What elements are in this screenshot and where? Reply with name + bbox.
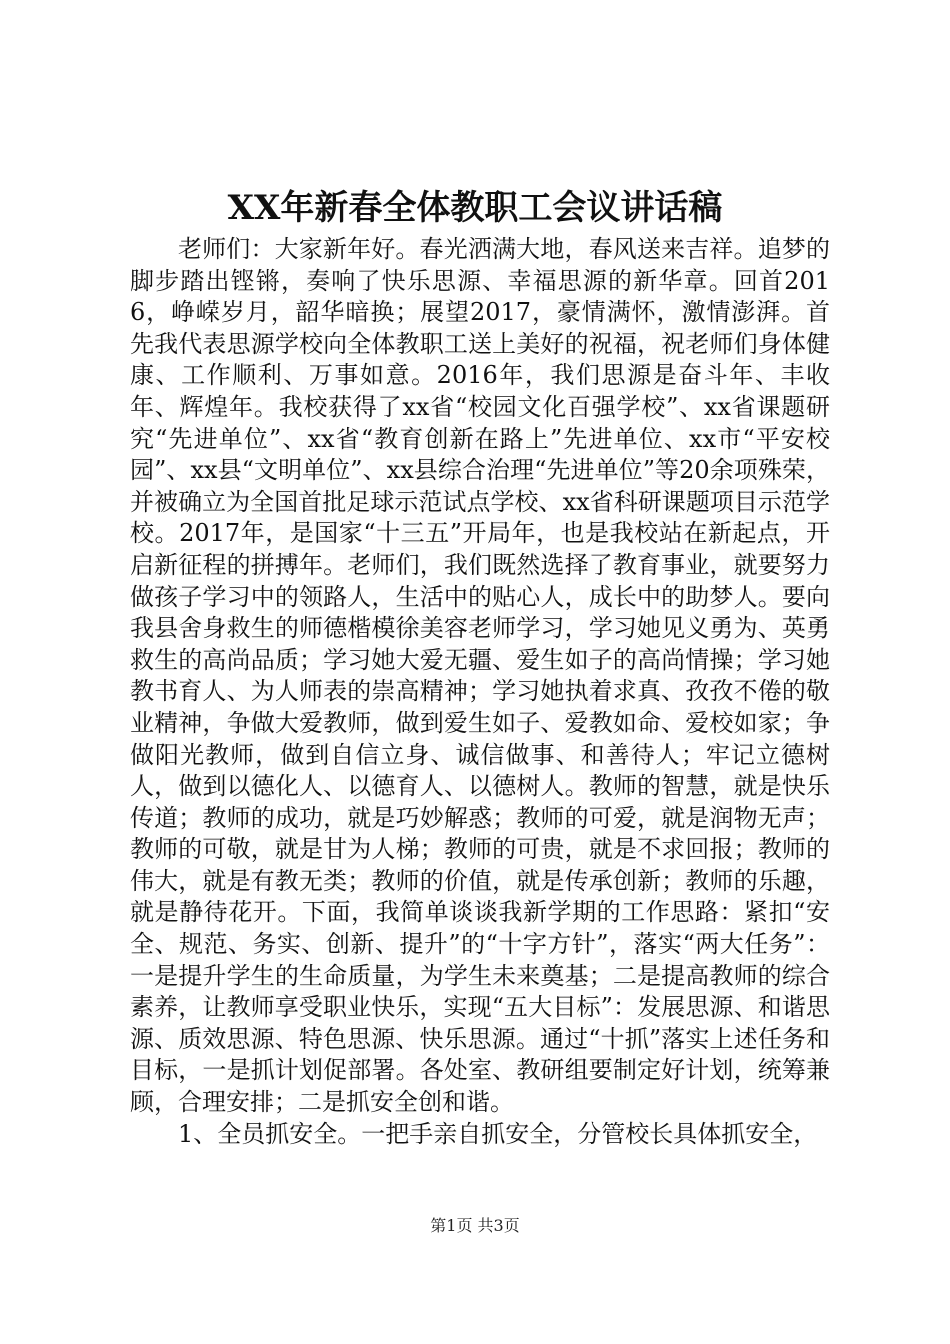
body-paragraph: 1、全员抓安全。一把手亲自抓安全，分管校长具体抓安全， bbox=[178, 1119, 818, 1148]
document-body bbox=[130, 234, 830, 1150]
page-footer: 第1页 共3页 bbox=[430, 1216, 520, 1235]
body-paragraph: 老师们：大家新年好。春光洒满大地，春风送来吉祥。追梦的脚步踏出铿锵，奏响了快乐思源、幸福思源的新华章。回首2016，峥嵘岁月，韶华暗换；展望2017，豪情满怀，激情澎湃。首先我代表思源学校向全体教职工送上美好的祝福，祝老师们身体健康、工作顺利、万事如意。2016年，我们思源是奋斗年、丰收年、辉煌年。我校获得了xx省“校园文化百强学校”、xx省课题研究“先进单位”、xx省“教育创新在路上”先进单位、xx市“平安校园”、xx县“文明单位”、xx县综合治理“先进单位”等20余项殊荣，并被确立为全国首批足球示范试点学校、xx省科研课题项目示范学校。2017年，是国家“十三五”开局年，也是我校站在新起点，开启新征程的拼搏年。老师们，我们既然选择了教育事业，就要努力做孩子学习中的领路人，生活中的贴心人，成长中的助梦人。要向我县舍身救生的师德楷模徐美容老师学习，学习她见义勇为、英勇救生的高尚品质；学习她大爱无疆、爱生如子的高尚情操；学习她教书育人、为人师表的崇高精神；学习她执着求真、孜孜不倦的敬业精神，争做大爱教师，做到爱生如子、爱教如命、爱校如家；争做阳光教师，做到自信立身、诚信做事、和善待人；牢记立德树人，做到以德化人、以德育人、以德树人。教师的智慧，就是快乐传道；教师的成功，就是巧妙解惑；教师的可爱，就是润物无声；教师的可敬，就是甘为人梯；教师的可贵，就是不求回报；教师的伟大，就是有教无类；教师的价值，就是传承创新；教师的乐趣，就是静待花开。下面，我简单谈谈我新学期的工作思路：紧扣“安全、规范、务实、创新、提升”的“十字方针”，落实“两大任务”：一是提升学生的生命质量，为学生未来奠基；二是提高教师的综合素养，让教师享受职业快乐，实现“五大目标”：发展思源、和谐思源、质效思源、特色思源、快乐思源。通过“十抓”落实上述任务和目标，一是抓计划促部署。各处室、教研组要制定好计划，统筹兼顾，合理安排；二是抓安全创和谐。 bbox=[130, 235, 830, 1117]
document-title: XX年新春全体教职工会议讲话稿 bbox=[227, 188, 723, 228]
